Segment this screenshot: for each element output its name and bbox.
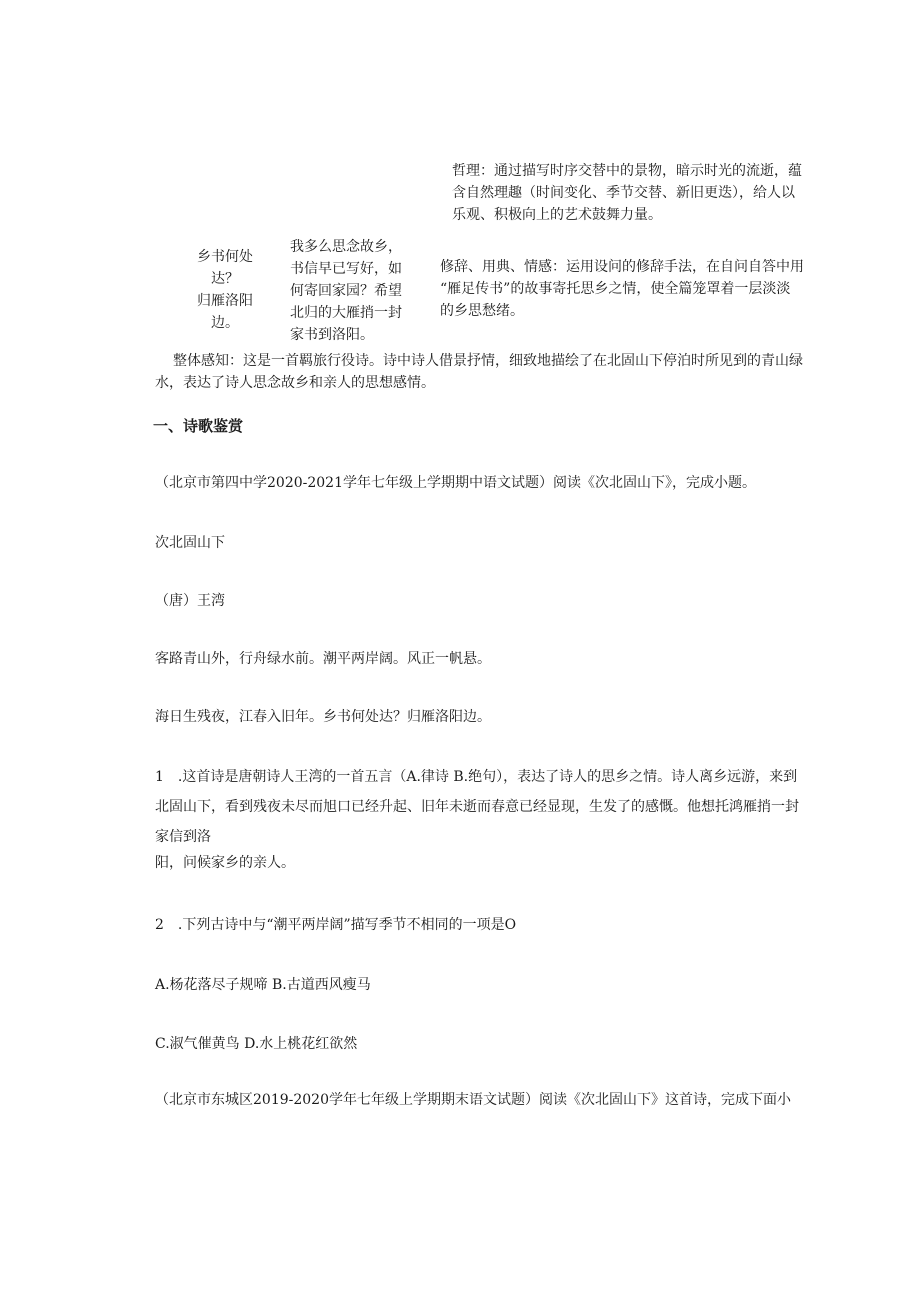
question-2-options-cd: C.淑气催黄鸟 D.水上桃花红欲然: [155, 1036, 358, 1052]
question-1-continued: 阳，问候家乡的亲人。: [155, 855, 295, 871]
poem-title: 次北固山下: [155, 535, 225, 551]
poem-line-1: 客路青山外，行舟绿水前。潮平两岸阔。风正一帆悬。: [155, 651, 491, 667]
poem-line-2: 海日生残夜，江春入旧年。乡书何处达？归雁洛阳边。: [155, 709, 491, 725]
source-note-2: （北京市东城区2019-2020学年七年级上学期期末语文试题）阅读《次北固山下》这首诗，完成下面小: [155, 1092, 791, 1108]
poem-author: （唐）王湾: [155, 593, 225, 609]
table-cell-philosophy: 哲理：通过描写时序交替中的景物，暗示时光的流逝，蕴 含自然理趣（时间变化、季节交替、新旧更迭），给人以 乐观、积极向上的艺术鼓舞力量。: [452, 163, 802, 223]
question-1: 1 .这首诗是唐朝诗人王湾的一首五言（A.律诗 B.绝句），表达了诗人的思乡之情。诗人离乡远游，来到 北固山下，看到残夜未尽而旭口已经升起、旧年未逝而春意已经显现，生发了的感慨。他想托鸿雁捎一封 家信到洛: [155, 769, 799, 845]
source-note-1: （北京市第四中学2020-2021学年七年级上学期期中语文试题）阅读《次北固山下》，完成小题。: [155, 475, 756, 491]
table-cell-analysis: 修辞、用典、情感：运用设问的修辞手法，在自问自答中用 “雁足传书”的故事寄托思乡之情，使全篇笼罩着一层淡淡 的乡思愁绪。: [440, 259, 804, 319]
overall-perception: 整体感知：这是一首羁旅行役诗。诗中诗人借景抒情，细致地描绘了在北固山下停泊时所见到的青山绿 水，表达了诗人思念故乡和亲人的思想感情。: [155, 353, 803, 391]
question-2-options-ab: A.杨花落尽子规啼 B.古道西风瘦马: [155, 977, 371, 993]
section-title: 一、诗歌鉴赏: [153, 417, 244, 435]
table-cell-translation: 我多么思念故乡， 书信早已写好，如 何寄回家园？希望 北归的大雁捎一封 家书到洛阳。: [290, 239, 402, 343]
question-2: 2 .下列古诗中与“潮平两岸阔”描写季节不相同的一项是O: [155, 917, 517, 933]
table-cell-poem-line: 乡书何处 达？ 归雁洛阳 边。: [197, 249, 253, 331]
